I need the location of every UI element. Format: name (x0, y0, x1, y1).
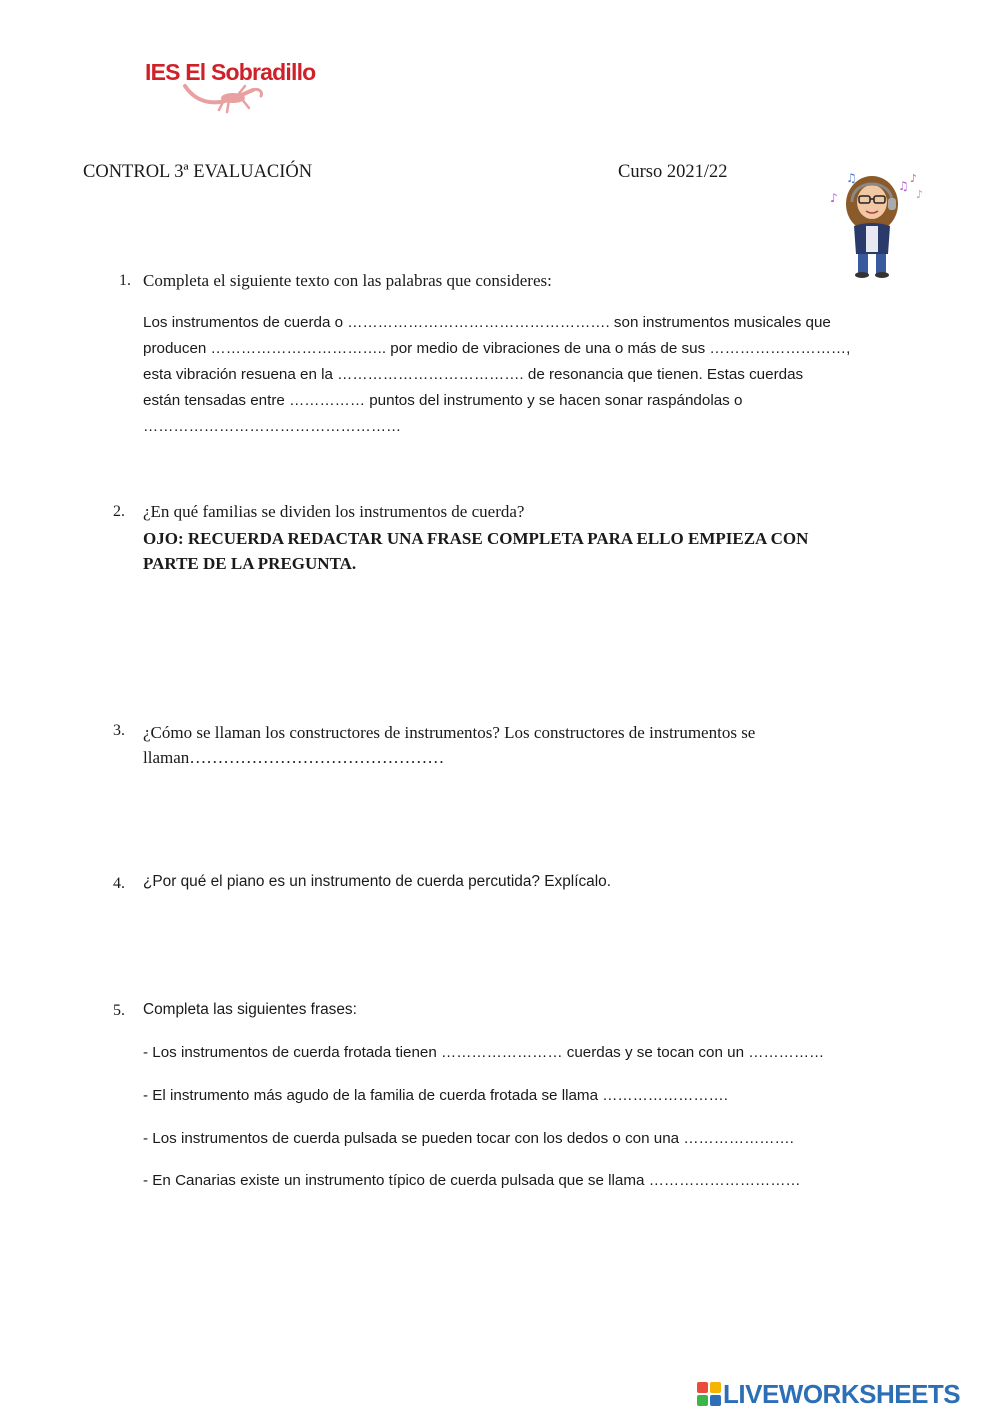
course-year: Curso 2021/22 (618, 162, 728, 182)
question-4-number: 4. (113, 875, 125, 892)
question-3-number: 3. (113, 722, 125, 739)
question-5-number: 5. (113, 1002, 125, 1019)
question-4-text: ¿Por qué el piano es un instrumento de cuerda percutida? Explícalo. (143, 873, 611, 890)
question-2-text: ¿En qué familias se dividen los instrumentos de cuerda? (143, 502, 525, 521)
question-3-text: ¿Cómo se llaman los constructores de instrumentos? Los constructores de instrumentos se llaman……………………………………… (143, 723, 756, 767)
watermark-text: LIVEWORKSHEETS (723, 1378, 961, 1409)
paragraph-line: producen …………………………….. por medio de vibraciones de una o más de sus ………………………, (143, 340, 851, 357)
svg-text:♪: ♪ (830, 191, 838, 205)
paragraph-line: esta vibración resuena en la ………………………………. de resonancia que tienen. Estas cuerdas (143, 366, 804, 383)
fill-sentence: - El instrumento más agudo de la familia de cuerda frotada se llama ……………………. (143, 1087, 728, 1104)
liveworksheets-watermark (697, 1378, 960, 1410)
paragraph-line: …………………………………………… (143, 418, 402, 435)
question-1-number: 1. (119, 272, 131, 289)
question-5-text: Completa las siguientes frases: (143, 1001, 357, 1018)
paragraph-line: Los instrumentos de cuerda o ……………………………………………. son instrumentos musicales que (143, 314, 831, 331)
fill-sentence: - En Canarias existe un instrumento típico de cuerda pulsada que se llama ………………………… (143, 1172, 801, 1189)
question-2-note: OJO: RECUERDA REDACTAR UNA FRASE COMPLETA PARA ELLO EMPIEZA CON PARTE DE LA PREGUNTA. (143, 529, 809, 573)
page-title: CONTROL 3ª EVALUACIÓN (83, 162, 313, 182)
svg-text:♪: ♪ (916, 188, 924, 201)
svg-text:♫: ♫ (846, 171, 857, 185)
question-1-text: Completa el siguiente texto con las palabras que consideres: (143, 271, 552, 290)
question-2-number: 2. (113, 503, 125, 520)
svg-text:♫: ♫ (898, 179, 909, 193)
question-1-fill-paragraph (143, 310, 873, 440)
music-avatar-icon (826, 168, 926, 280)
liveworksheets-logo-icon (697, 1382, 721, 1406)
logo-text: IES El Sobradillo (145, 59, 316, 85)
fill-sentence: - Los instrumentos de cuerda frotada tienen …………………… cuerdas y se tocan con un …………… (143, 1044, 825, 1061)
svg-text:♪: ♪ (910, 172, 918, 185)
paragraph-line: están tensadas entre …………… puntos del instrumento y se hacen sonar raspándolas o (143, 392, 743, 409)
avatar (826, 168, 926, 280)
fill-sentence: - Los instrumentos de cuerda pulsada se pueden tocar con los dedos o con una …………………. (143, 1130, 794, 1147)
